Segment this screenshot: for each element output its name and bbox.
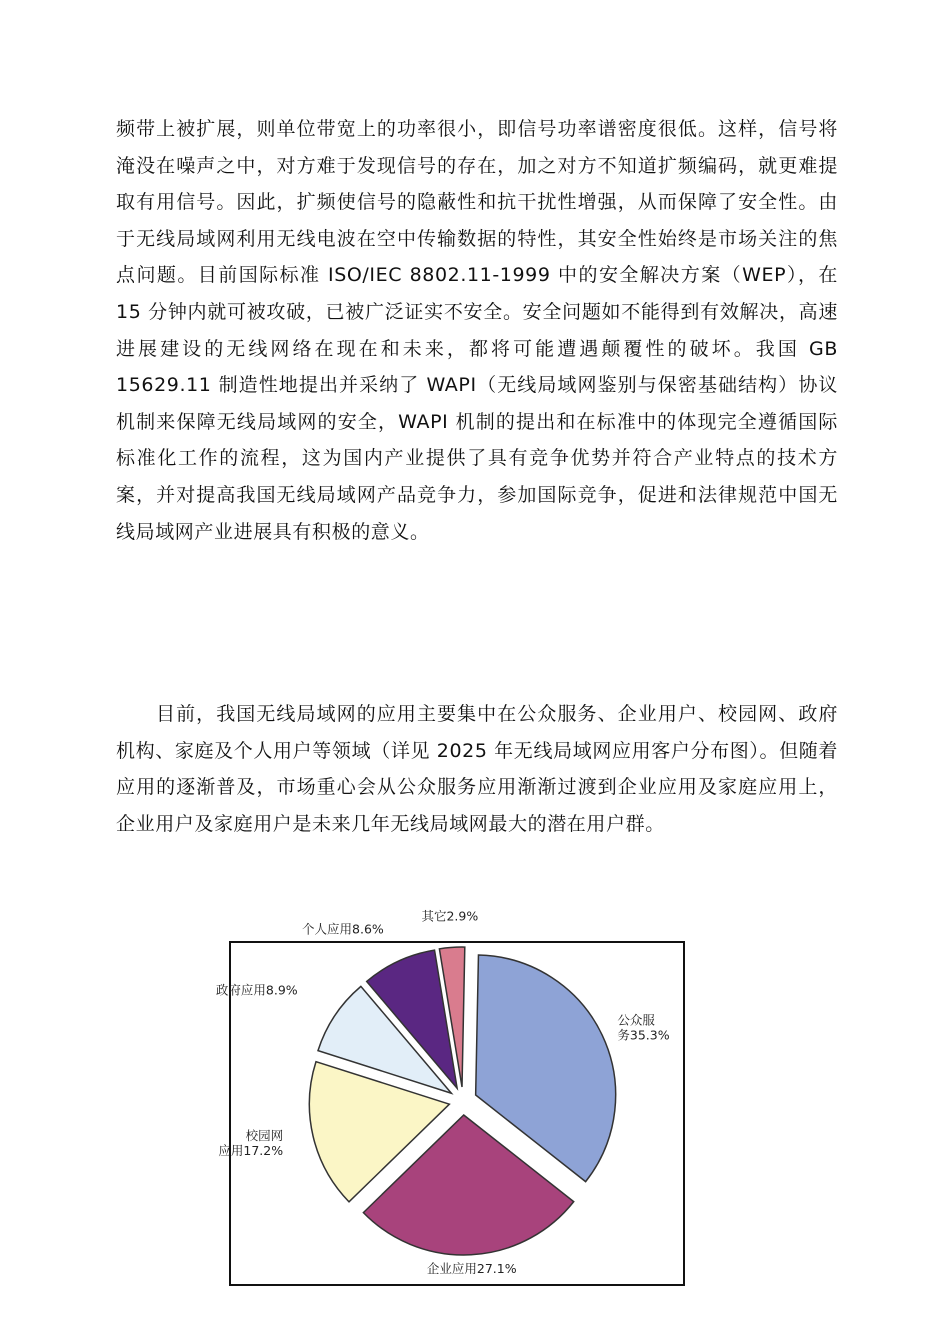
pie-label-3: 校园网应用17.2% <box>218 1127 284 1158</box>
body-paragraph-1: 频带上被扩展，则单位带宽上的功率很小，即信号功率谱密度很低。这样，信号将淹没在噪声之中，对方难于发现信号的存在，加之对方不知道扩频编码，就更难提取有用信号。因此，扩频使信号的隐蔽性和抗干扰性增强，从而保障了安全性。由于无线局域网利用无线电波在空中传输数据的特性，其安全性始终是市场关注的焦点问题。目前国际标准 ISO/IEC 8802.11-1999 中的安全解决方案（WEP），在 15 分钟内就可被攻破，已被广泛证实不安全。安全问题如不能得到有效解决，高速进展建设的无线网络在现在和未来，都将可能遭遇颠覆性的破坏。我国 GB 15629.11 制造性地提出并采纳了 WAPI（无线局域网鉴别与保密基础结构）协议机制来保障无线局域网的安全，WAPI 机制的提出和在标准中的体现完全遵循国际标准化工作的流程，这为国内产业提供了具有竞争优势并符合产业特点的技术方案，并对提高我国无线局域网产品竞争力，参加国际竞争，促进和法律规范中国无线局域网产业进展具有积极的意义。 <box>116 118 838 543</box>
body-paragraph-2: 目前，我国无线局域网的应用主要集中在公众服务、企业用户、校园网、政府机构、家庭及个人用户等领域（详见 2025 年无线局域网应用客户分布图）。但随着应用的逐渐普及，市场重心会从公众服务应用渐渐过渡到企业应用及家庭应用上，企业用户及家庭用户是未来几年无线局域网最大的潜在用户群。 <box>116 703 838 835</box>
pie-label-5: 个人应用8.6% <box>302 921 384 937</box>
pie-label-2: 企业应用27.1% <box>426 1260 517 1276</box>
pie-label-1: 公众服务35.3% <box>617 1012 670 1043</box>
pie-chart <box>215 908 683 1284</box>
pie-chart-figure <box>215 908 685 1286</box>
pie-label-4: 政府应用8.9% <box>215 982 298 998</box>
pie-label-6: 其它2.9% <box>421 908 479 924</box>
